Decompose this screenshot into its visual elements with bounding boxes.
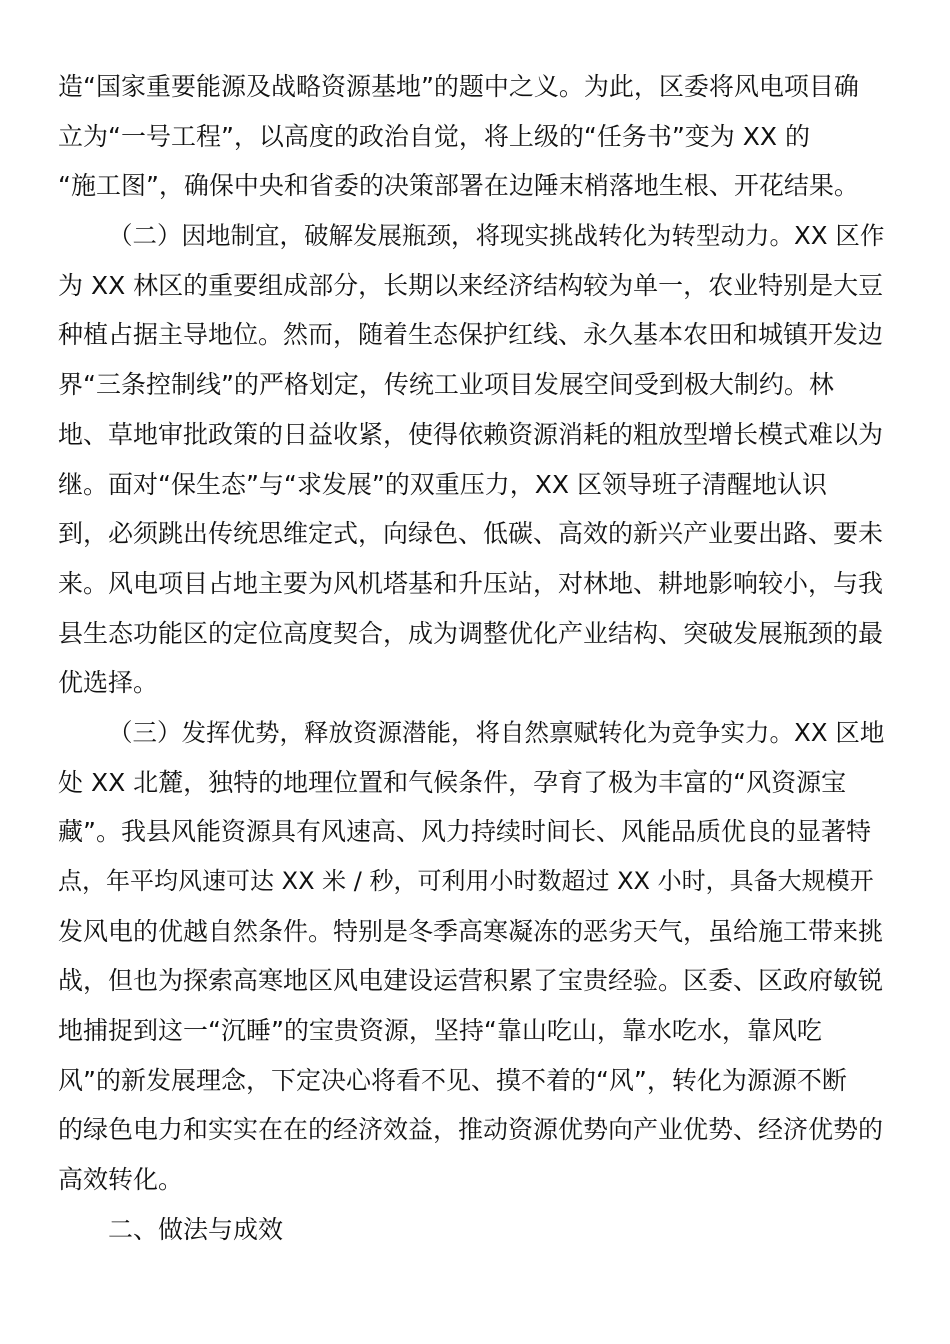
text-line: 继。面对“保生态”与“求发展”的双重压力，XX 区领导班子清醒地认识	[58, 469, 828, 499]
text-line: 界“三条控制线”的严格划定，传统工业项目发展空间受到极大制约。林	[58, 370, 834, 400]
text-line: 地、草地审批政策的日益收紧，使得依赖资源消耗的粗放型增长模式难以为	[58, 419, 884, 449]
text-line: 到，必须跳出传统思维定式，向绿色、低碳、高效的新兴产业要出路、要未	[58, 519, 884, 549]
text-line: 高效转化。	[58, 1165, 184, 1195]
text-line: 造“国家重要能源及战略资源基地”的题中之义。为此，区委将风电项目确	[58, 72, 859, 101]
text-line: 优选择。	[58, 668, 159, 698]
text-line: 点，年平均风速可达 XX 米 / 秒，可利用小时数超过 XX 小时，具备大规模开	[58, 867, 874, 895]
text-line: 县生态功能区的定位高度契合，成为调整优化产业结构、突破发展瓶颈的最	[58, 618, 884, 648]
text-line: 藏”。我县风能资源具有风速高、风力持续时间长、风能品质优良的显著特	[58, 817, 871, 847]
text-line: “施工图”，确保中央和省委的决策部署在边陲末梢落地生根、开花结果。	[58, 171, 859, 201]
text-line: 地捕捉到这一“沉睡”的宝贵资源，坚持“靠山吃山，靠水吃水，靠风吃	[58, 1016, 822, 1046]
text-line: 立为“一号工程”，以高度的政治自觉，将上级的“任务书”变为 XX 的	[58, 121, 810, 151]
text-line: 发风电的优越自然条件。特别是冬季高寒凝冻的恶劣天气，虽给施工带来挑	[58, 916, 884, 946]
section-heading: 二、做法与成效	[108, 1214, 284, 1244]
section-two-first-line: （二）因地制宜，破解发展瓶颈，将现实挑战转化为转型动力。XX 区作	[108, 221, 885, 251]
text-line: 为 XX 林区的重要组成部分，长期以来经济结构较为单一，农业特别是大豆	[58, 270, 884, 300]
text-line: 处 XX 北麓，独特的地理位置和气候条件，孕育了极为丰富的“风资源宝	[58, 767, 847, 797]
text-line: 来。风电项目占地主要为风机塔基和升压站，对林地、耕地影响较小，与我	[58, 568, 884, 598]
section-three-first-line: （三）发挥优势，释放资源潜能，将自然禀赋转化为竞争实力。XX 区地	[108, 717, 885, 747]
text-line: 种植占据主导地位。然而，随着生态保护红线、永久基本农田和城镇开发边	[58, 320, 884, 350]
document-page	[58, 62, 890, 1255]
text-line: 战，但也为探索高寒地区风电建设运营积累了宝贵经验。区委、区政府敏锐	[58, 966, 884, 996]
text-line: 风”的新发展理念，下定决心将看不见、摸不着的“风”，转化为源源不断	[58, 1065, 847, 1095]
text-line: 的绿色电力和实实在在的经济效益，推动资源优势向产业优势、经济优势的	[58, 1115, 884, 1145]
